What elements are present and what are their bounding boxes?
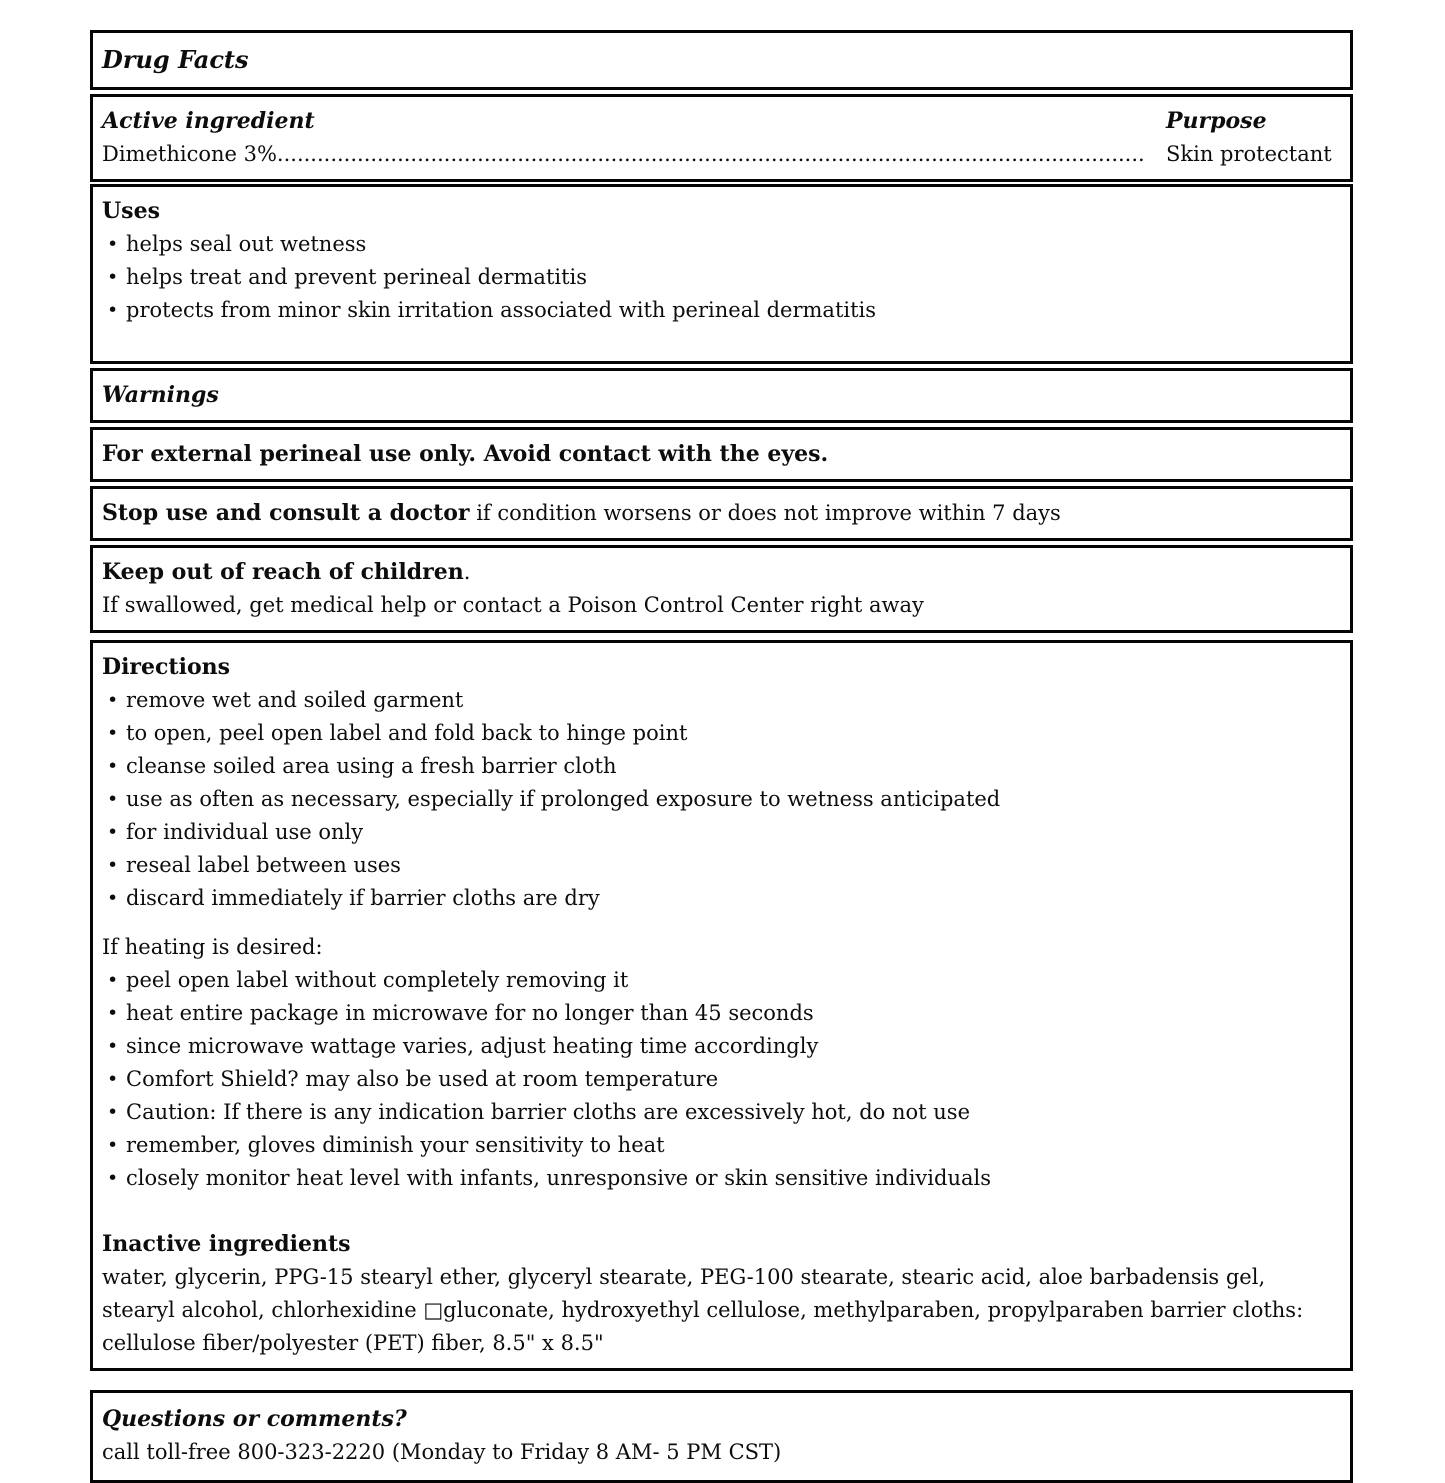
directions-section [90, 640, 1353, 1371]
purpose-value: Skin protectant [1166, 142, 1332, 166]
external-use-warning-box [90, 427, 1353, 482]
uses-list [102, 228, 1338, 327]
list-item: • remove wet and soiled garment [102, 684, 1338, 717]
list-item: • for individual use only [102, 816, 1338, 849]
stop-use-warning-rest: if condition worsens or does not improve within 7 days [469, 501, 1061, 525]
list-item: • closely monitor heat level with infants, unresponsive or skin sensitive individuals [102, 1162, 1338, 1195]
stop-use-warning [102, 497, 1338, 530]
uses-heading: Uses [102, 198, 160, 224]
keep-out-warning [102, 556, 1338, 589]
questions-text: call toll-free 800-323-2220 (Monday to Friday 8 AM- 5 PM CST) [102, 1440, 782, 1464]
list-item: • protects from minor skin irritation associated with perineal dermatitis [102, 294, 1338, 327]
active-ingredient-heading: Active ingredient [102, 108, 315, 134]
list-item: • remember, gloves diminish your sensitivity to heat [102, 1129, 1338, 1162]
active-ingredient-name: Dimethicone 3% [102, 142, 277, 166]
list-item: • heat entire package in microwave for no longer than 45 seconds [102, 997, 1338, 1030]
list-item: • reseal label between uses [102, 849, 1338, 882]
keep-out-warning-box [90, 545, 1353, 633]
list-item: • since microwave wattage varies, adjust heating time accordingly [102, 1030, 1338, 1063]
list-item: • Caution: If there is any indication barrier cloths are excessively hot, do not use [102, 1096, 1338, 1129]
list-item: • helps treat and prevent perineal dermatitis [102, 261, 1338, 294]
uses-section [90, 184, 1353, 364]
drug-facts-label [90, 30, 1353, 1483]
stop-use-warning-box [90, 486, 1353, 541]
stop-use-warning-bold: Stop use and consult a doctor [102, 500, 470, 526]
active-ingredient-value [102, 138, 1156, 171]
heating-list [102, 964, 1338, 1195]
questions-section [90, 1390, 1353, 1483]
warnings-heading: Warnings [102, 382, 219, 408]
drug-facts-title: Drug Facts [102, 45, 249, 74]
list-item: • Comfort Shield? may also be used at room temperature [102, 1063, 1338, 1096]
questions-heading: Questions or comments? [102, 1406, 407, 1432]
drug-facts-title-box [90, 30, 1353, 90]
list-item: • discard immediately if barrier cloths are dry [102, 882, 1338, 915]
list-item: • peel open label without completely removing it [102, 964, 1338, 997]
inactive-ingredients-heading: Inactive ingredients [102, 1231, 351, 1257]
list-item: • to open, peel open label and fold back to hinge point [102, 717, 1338, 750]
inactive-ingredients-text: water, glycerin, PPG-15 stearyl ether, glyceryl stearate, PEG-100 stearate, stearic acid, aloe barbadensis gel, stearyl alcohol, chlorhexidine □gluconate, hydroxyethyl cellulose, methylparaben, propylparaben barrier cloths: cellulose fiber/polyester (PET) fiber, 8.5" x 8.5" [102, 1265, 1304, 1355]
warnings-heading-box [90, 368, 1353, 423]
keep-out-warning-bold: Keep out of reach of children [102, 559, 464, 585]
directions-list [102, 684, 1338, 915]
directions-heading: Directions [102, 654, 230, 680]
list-item: • helps seal out wetness [102, 228, 1338, 261]
dot-leader: .................................................................................................................................. [276, 142, 1145, 166]
heating-intro: If heating is desired: [102, 935, 323, 959]
external-use-warning: For external perineal use only. Avoid contact with the eyes. [102, 441, 829, 467]
list-item: • cleanse soiled area using a fresh barrier cloth [102, 750, 1338, 783]
purpose-heading: Purpose [1166, 108, 1267, 134]
keep-out-warning-line2: If swallowed, get medical help or contact a Poison Control Center right away [102, 593, 924, 617]
keep-out-warning-rest: . [463, 560, 471, 584]
list-item: • use as often as necessary, especially if prolonged exposure to wetness anticipated [102, 783, 1338, 816]
active-ingredient-section [90, 94, 1353, 182]
active-ingredient-grid [102, 105, 1338, 171]
